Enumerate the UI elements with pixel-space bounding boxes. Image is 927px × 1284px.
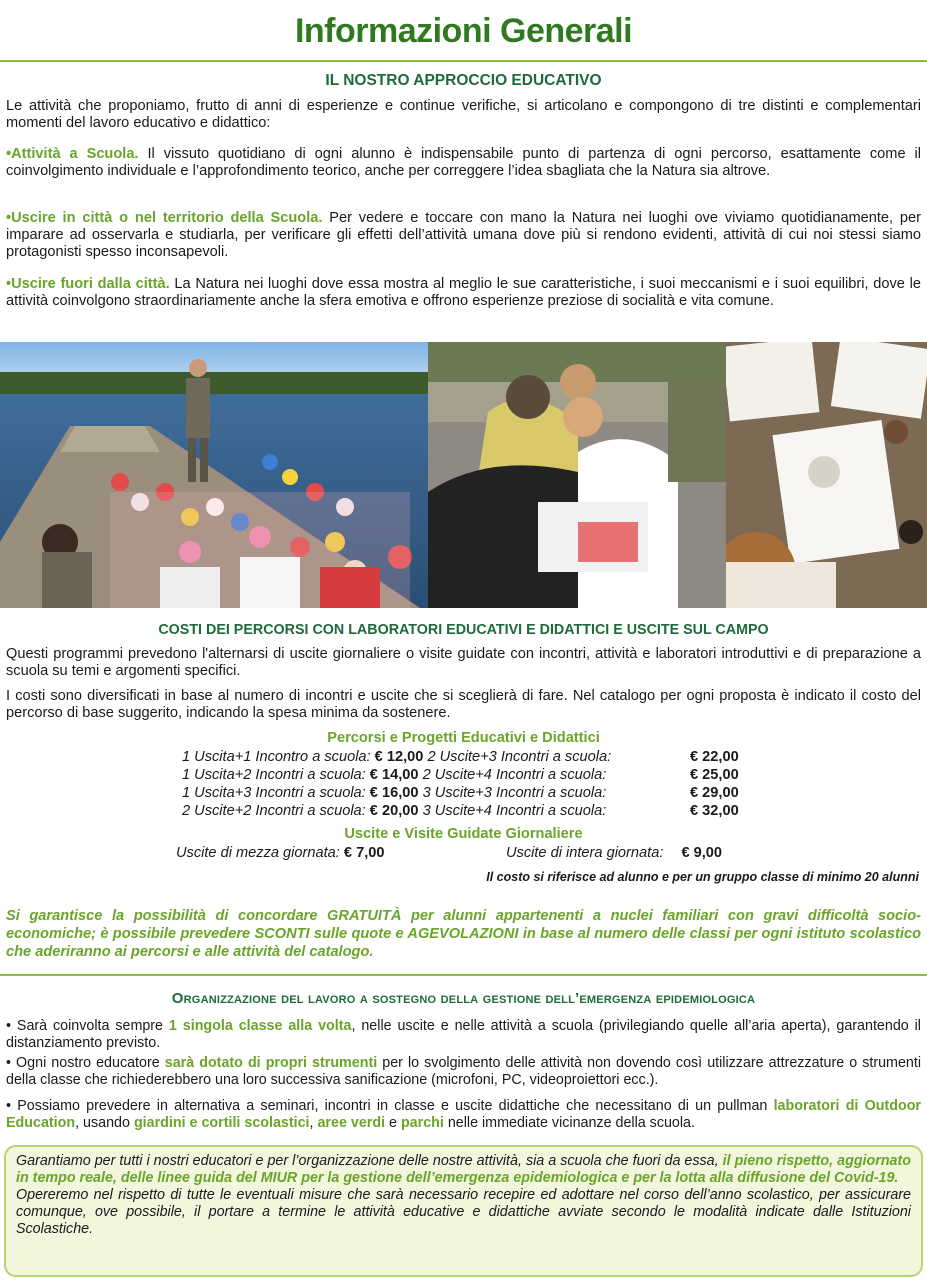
box-text: Opereremo nel rispetto di tutte le eventuali misure che sarà necessario recepire ed adottare nel corso dell’anno scolastico, per assicurare comunque, ove possibile, il portare a termine le attività educative e didattiche avviate secondo le modalità indicate dalle Istituzioni Scolastiche.: [16, 1187, 911, 1237]
page-title: Informazioni Generali: [294, 12, 633, 50]
section-divider: [0, 974, 927, 976]
bullet-text: • Possiamo prevedere in alternativa a seminari, incontri in classe e uscite didattiche che necessitano di un pullman: [6, 1098, 774, 1114]
organization-bullet-2: [6, 1055, 921, 1089]
trip-label: Uscite di mezza giornata:: [176, 845, 340, 861]
cost-price: € 29,00: [690, 785, 739, 801]
covid-guarantee-box: [4, 1145, 923, 1277]
title-divider: [0, 60, 927, 62]
approach-item-text: La Natura nei luoghi dove essa mostra al meglio le sue caratteristiche, i suoi meccanismi e i suoi equilibri, dove le attività coinvolgono straordinariamente anche la sfera emotiva e offrono esperienze preziose di socialità e vita comune.: [6, 276, 921, 309]
photo-strip: [0, 342, 927, 608]
projects-title: Percorsi e Progetti Educativi e Didattici: [327, 730, 600, 746]
cost-price: € 12,00: [374, 749, 424, 765]
cost-price: € 25,00: [690, 767, 739, 783]
trips-title: Uscite e Visite Guidate Giornaliere: [344, 826, 583, 842]
photo-worksheets: [726, 342, 927, 608]
bullet-text: per lo svolgimento delle attività non dovendo così utilizzare attrezzature o strumenti della classe che richiederebbero una loro successiva sanificazione (microfoni, PC, videoproiettori ecc.).: [6, 1055, 922, 1088]
cost-row: [182, 802, 606, 820]
approach-heading: IL NOSTRO APPROCCIO EDUCATIVO: [325, 72, 602, 89]
cost-price: € 14,00: [369, 767, 419, 783]
guarantee-text: Si garantisce la possibilità di concordare GRATUITÀ per alunni appartenenti a nuclei familiari con gravi difficoltà socio-economiche; è possibile prevedere SCONTI sulle quote e AGEVOLAZIONI in base al numero delle classi per ogni istituto scolastico che aderiranno ai percorsi e alle attività del catalogo.: [6, 908, 921, 960]
approach-item-text: Il vissuto quotidiano di ogni alunno è indispensabile punto di partenza di ogni percorso, esattamente come il coinvolgimento individuale e l’approfondimento teorico, anche per correggere l’idea sbagliata che la Natura sia altrove.: [6, 146, 922, 179]
approach-item-school: [6, 146, 921, 180]
costs-heading: COSTI DEI PERCORSI CON LABORATORI EDUCATIVI E DIDATTICI E USCITE SUL CAMPO: [158, 622, 769, 638]
cost-label: 2 Uscite+2 Incontri a scuola:: [182, 803, 366, 819]
cost-label: 3 Uscite+4 Incontri a scuola:: [422, 803, 607, 819]
bullet-highlight: giardini e cortili scolastici: [133, 1115, 310, 1131]
bullet-text: , nelle uscite e nelle attività a scuola (privilegiando quelle all’aria aperta), garantendo il distanziamento previsto.: [6, 1018, 921, 1051]
bullet-text: ,: [309, 1115, 318, 1131]
approach-item-outside: [6, 276, 921, 310]
bullet-highlight: laboratori di Outdoor Education: [6, 1098, 921, 1131]
costs-paragraph-1: Questi programmi prevedono l'alternarsi di uscite giornaliere o visite guidate con incontri, attività e laboratori introduttivi e di preparazione a scuola su temi e argomenti specifici.: [6, 646, 921, 679]
approach-item-title: •Attività a Scuola.: [6, 146, 139, 162]
approach-item-title: •Uscire fuori dalla città.: [6, 276, 170, 292]
approach-item-city: [6, 210, 921, 261]
cost-row: [182, 784, 606, 802]
cost-price: € 16,00: [369, 785, 419, 801]
cost-row: [182, 766, 606, 784]
organization-heading: Organizzazione del lavoro a sostegno della gestione dell’emergenza epidemiologica: [171, 990, 756, 1007]
photo-outdoor-lab: [428, 342, 726, 608]
trip-price: € 9,00: [681, 845, 723, 861]
bullet-text: , usando: [75, 1115, 134, 1131]
approach-item-text: Per vedere e toccare con mano la Natura nei luoghi ove viviamo quotidianamente, per imparare ad osservarla e studiarla, per verificare gli effetti dell’attività umana dove più si rendono evidenti, attività di cui noi stessi siamo protagonisti spesso inconsapevoli.: [6, 210, 921, 260]
costs-paragraph-2: I costi sono diversificati in base al numero di incontri e uscite che si sceglierà di fare. Nel catalogo per ogni proposta è indicato il costo del percorso di base suggerito, indicando la spesa minima da sostenere.: [6, 688, 921, 721]
cost-label: 2 Uscite+4 Incontri a scuola:: [422, 767, 607, 783]
organization-bullet-3: [6, 1098, 921, 1132]
bullet-highlight: sarà dotato di propri strumenti: [164, 1055, 378, 1071]
cost-label: 1 Uscita+1 Incontro a scuola:: [182, 749, 371, 765]
cost-label: 2 Uscite+3 Incontri a scuola:: [427, 749, 612, 765]
box-highlight: il pieno rispetto, aggiornato in tempo reale, delle linee guida del MIUR per la gestione dell’emergenza epidemiologica e per la lotta alla diffusione del Covid-19.: [16, 1153, 912, 1186]
photo-lake-pier: [0, 342, 428, 608]
cost-note: Il costo si riferisce ad alunno e per un gruppo classe di minimo 20 alunni: [486, 870, 919, 884]
trip-full-day: [506, 844, 722, 862]
approach-item-title: •Uscire in città o nel territorio della Scuola.: [6, 210, 323, 226]
organization-bullet-1: [6, 1018, 921, 1052]
cost-price: € 20,00: [369, 803, 419, 819]
cost-price: € 32,00: [690, 803, 739, 819]
cost-label: 1 Uscita+2 Incontri a scuola:: [182, 767, 366, 783]
box-text: Garantiamo per tutti i nostri educatori e per l’organizzazione delle nostre attività, sia a scuola che fuori da essa,: [16, 1153, 723, 1169]
trip-price: € 7,00: [343, 845, 385, 861]
approach-intro: Le attività che proponiamo, frutto di anni di esperienze e continue verifiche, si articolano e compongono di tre distinti e complementari momenti del lavoro educativo e didattico:: [6, 98, 921, 131]
bullet-highlight: parchi: [400, 1115, 444, 1131]
bullet-text: • Ogni nostro educatore: [6, 1055, 165, 1071]
bullet-text: nelle immediate vicinanze della scuola.: [443, 1115, 695, 1131]
bullet-text: e: [385, 1115, 401, 1131]
bullet-text: • Sarà coinvolta sempre: [6, 1018, 169, 1034]
cost-label: 1 Uscita+3 Incontri a scuola:: [182, 785, 366, 801]
bullet-highlight: 1 singola classe alla volta: [168, 1018, 352, 1034]
cost-row: [182, 748, 611, 766]
trip-label: Uscite di intera giornata:: [506, 845, 664, 861]
trip-half-day: [176, 844, 385, 862]
cost-label: 3 Uscite+3 Incontri a scuola:: [422, 785, 607, 801]
bullet-highlight: aree verdi: [317, 1115, 386, 1131]
cost-price: € 22,00: [690, 749, 739, 765]
